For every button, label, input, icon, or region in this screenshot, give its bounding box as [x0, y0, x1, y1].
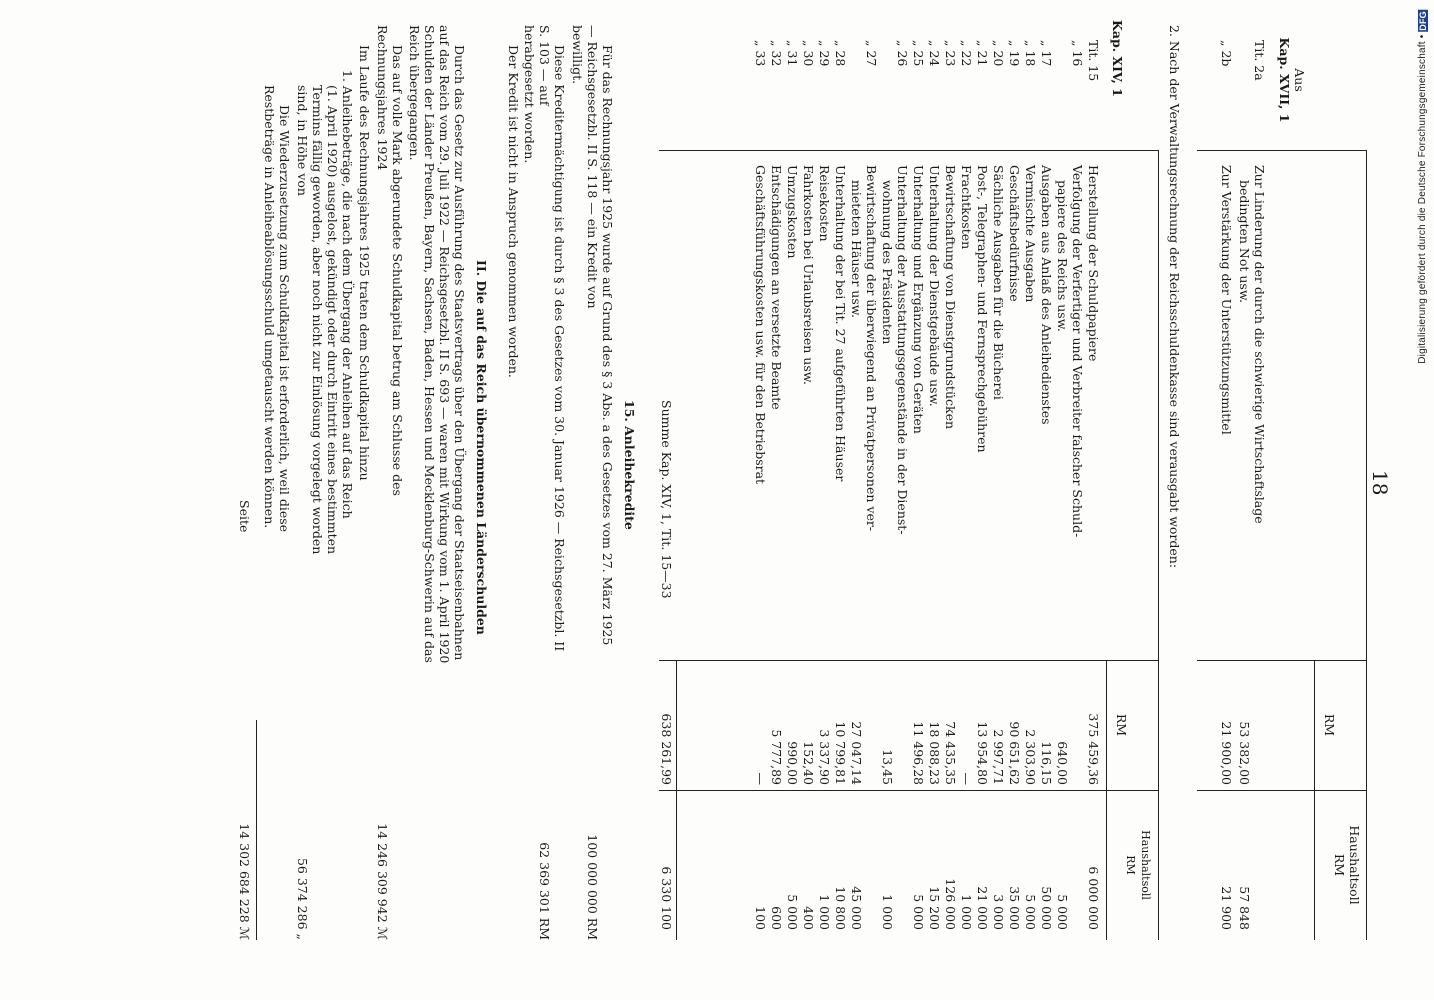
row-soll: 6 000 000 [1086, 866, 1101, 930]
row-soll: 600 [769, 906, 784, 930]
row-soll: 400 [801, 906, 816, 930]
row-title-ref: „ 29 [817, 40, 832, 67]
row-soll: 5 000 [1055, 894, 1070, 930]
table1-head-rm: RM [1322, 713, 1337, 737]
row-title-ref: „ 18 [1023, 40, 1038, 67]
sum-label: Summe Kap. XIV, 1, Tit. 15—33 [659, 400, 674, 599]
row-soll: 50 000 [1039, 886, 1054, 930]
row-rm: 5 777,89 [769, 729, 784, 785]
row-rm: 640,00 [1055, 741, 1070, 785]
row-rm: 90 651,62 [1007, 721, 1022, 785]
page-number: 18 [1368, 470, 1392, 496]
row-description: Geschäftsbedürfnisse [1007, 165, 1022, 302]
row-soll: 126 000 [943, 878, 958, 930]
table2-head-soll: Haushaltsoll RM [1124, 830, 1152, 900]
row-rm: 13 954,80 [975, 721, 990, 785]
row-rm: 990,00 [785, 741, 800, 785]
capital-1924: 14 246 309 942 ℳ [375, 823, 390, 940]
row-soll: 1 000 [817, 894, 832, 930]
row-title-ref: „ 28 [833, 40, 848, 67]
credit-amount: 100 000 000 RM [585, 834, 600, 940]
row-soll: 1 000 [959, 894, 974, 930]
row-soll: 100 [753, 906, 768, 930]
row-description: Geschäftsführungskosten usw. für den Betriebsrat [753, 165, 768, 485]
reduced-amount: 62 369 301 RM [537, 842, 552, 940]
row-rm: — [959, 772, 974, 785]
row-description: Vermischte Ausgaben [1023, 165, 1038, 303]
section15-heading: 15. Anleihekredite [622, 400, 637, 530]
row-rm: 152,40 [801, 741, 816, 785]
row-title-ref: „ 17 [1039, 40, 1054, 67]
row-soll: 1 000 [880, 894, 895, 930]
row-title-ref: „ 30 [801, 40, 816, 67]
row-rm: 11 496,28 [911, 721, 926, 785]
row-soll: 35 000 [1007, 886, 1022, 930]
row-description: wohnung des Präsidenten [880, 180, 895, 345]
row-description: mieteten Häuser usw. [849, 180, 864, 318]
row-description: Verfolgung der Verfertiger und Verbreiter falscher Schuld- [1070, 165, 1085, 538]
row-description: Entschädigungen an versetzte Beamte [769, 165, 784, 410]
row-soll: 10 800 [833, 886, 848, 930]
total-amount: 14 302 684 228 ℳ [237, 823, 252, 940]
row-description: Reisekosten [817, 165, 832, 242]
row-description: Herstellung der Schuldpapiere [1086, 165, 1101, 362]
row-rm: 2 997,71 [991, 729, 1006, 785]
row-title-ref: Tit. 15 [1086, 40, 1101, 82]
credit-text: Digitalisierung gefördert durch die Deutsche Forschungsgemeinschaft [1417, 41, 1428, 364]
row-rm: 74 435,35 [943, 721, 958, 785]
row-description: Unterhaltung der bei Tit. 27 aufgeführten Häuser [833, 165, 848, 482]
row-title-ref: „ 31 [785, 40, 800, 67]
row-description: Unterhaltung der Ausstattungsgegenstände in der Dienst- [895, 165, 910, 535]
row-title-ref: „ 32 [769, 40, 784, 67]
row-description: papiere des Reichs usw. [1055, 180, 1070, 332]
row-rm: 27 047,14 [849, 721, 864, 785]
row-description: Bewirtschaftung von Dienstgrundstücken [943, 165, 958, 430]
row-title-ref: „ 21 [975, 40, 990, 67]
row-title-ref: „ 27 [864, 40, 879, 67]
row-description: Bewirtschaftung der überwiegend an Privatpersonen ver- [864, 165, 879, 532]
row-description: Ausgaben aus Anlaß des Anleihedienstes [1039, 165, 1054, 425]
row-description: Umzugskosten [785, 165, 800, 259]
row-title-ref: „ 33 [753, 40, 768, 67]
row-rm: 375 459,36 [1086, 713, 1101, 785]
row-title-ref: „ 16 [1070, 40, 1085, 67]
row-soll: 45 000 [849, 886, 864, 930]
row-description: Post-, Telegraphen- und Fernsprechgebühren [975, 165, 990, 453]
section2-intro: 2. Nach der Verwaltungsrechnung der Reichsschuldenkasse sind verausgabt worden: [1167, 25, 1182, 569]
row-soll: 15 200 [927, 886, 942, 930]
row-description: Fahrkosten bei Urlaubsreisen usw. [801, 165, 816, 385]
row-title-ref: „ 26 [895, 40, 910, 67]
table1-head-soll: Haushaltsoll RM [1332, 825, 1362, 905]
total-label: Seite [237, 500, 252, 533]
dfg-logo: DFG [1418, 11, 1428, 31]
row-description: Unterhaltung und Ergänzung von Geräten [911, 165, 926, 434]
row-rm: 18 088,23 [927, 721, 942, 785]
credit-line: Digitalisierung gefördert durch die Deutsche Forschungsgemeinschaft • DFG [1417, 11, 1428, 364]
row-description: Sächliche Ausgaben für die Bücherei [991, 165, 1006, 400]
sectionII-heading: II. Die auf das Reich übernommenen Länderschulden [474, 260, 489, 635]
row-rm: 3 337,90 [817, 729, 832, 785]
row-title-ref: „ 24 [927, 40, 942, 67]
sum-soll: 6 330 100 [659, 866, 674, 930]
row-soll: 3 000 [991, 894, 1006, 930]
row-soll: 5 000 [785, 894, 800, 930]
row-soll: 21 000 [975, 886, 990, 930]
row-title-ref: „ 22 [959, 40, 974, 67]
row-rm: 13,45 [880, 749, 895, 785]
row-soll: 5 000 [911, 894, 926, 930]
rotated-document-page: 18 Aus Kap. XVII, 1 RM Haushaltsoll RM Tit. 2a Zur Linderung der durch die schwierige Wirtschaftslage bedingten Not usw. 53 382,00 57 848 „ 2b Zur Verstärkung der Unterstützungsmittel 21 900,00 21 900 2. Nach der Verwaltungsrechnung der Reichsschuldenkasse sind verausgabt worden: Kap. XIV, 1 RM Haushaltsoll RM Tit. 15 Herstellung der Schuldpapiere 375 459,36 6 000 000 „ 16 Verfolgung der Verfertiger und Verbreiter falscher Schuld- papiere des Reichs usw. 640,00 5 000 „ 17 Ausgaben aus Anlaß des Anleihedienstes 116,15 50 000 „ 18 Vermischte Ausgaben 2 303,90 5 000 „ 19 Geschäftsbedürfnisse 90 651,62 35 000 „ 20 Sächliche Ausgaben für die Bücherei 2 997,71 3 000 „ 21 Post-, Telegraphen- und Fernsprechgebühren 13 954,80 21 000 „ 22 Frachtkosten — 1 000 „ 23 Bewirtschaftung von Dienstgrundstücken 74 435,35 126 000 „ 24 Unterhaltung der Dienstgebäude usw. 18 088,23 15 200 „ 25 Unterhaltung und Ergänzung von Geräten 11 496,28 5 000 „ 26 Unterhaltung der Ausstattungsgegenstände in der Dienst- wohnung des Präsidenten 13,45 1 000 „ 27 Bewirtschaftung der überwiegend an Privatpersonen ver- mieteten Häuser usw. 27 047,14 45 000 „ 28 Unterhaltung der bei Tit. 27 aufgeführten Häuser 10 799,81 10 800 „ 29 Reisekosten 3 337,90 1 000 „ 30 Fahrkosten bei Urlaubsreisen usw. 152,40 400 „ 31 Umzugskosten 990,00 5 000 „ 32 Entschädigungen an versetzte Beamte 5 777,89 600 „ 33 Geschäftsführungskosten usw. für den Betriebsrat — 100 Summe Kap. XIV, 1, Tit. 15—33 638 261,99 6 330 100 15. Anleihekredite Für das Rechnungsjahr 1925 wurde auf Grund des § 3 Abs. a des Gesetzes vom 27. März 1925 — Reichsgesetzbl. II S. 118 — ein Kredit von 100 000 000 RM bewilligt. Diese Kreditermächtigung ist durch § 3 des Gesetzes vom 30. Januar 1926 — Reichsgesetzbl. II S. 103 — auf 62 369 301 RM herabgesetzt worden. Der Kredit ist nicht in Anspruch genommen worden. II. Die auf das Reich übernommenen Länderschulden Durch das Gesetz zur Ausführung des Staatsvertrags über den Übergang der Staatseisenbahnen auf das Reich vom 29. Juli 1922 — Reichsgesetzbl. II S. 693 — waren mit Wirkung vom 1. April 1920 Schulden der Länder Preußen, Bayern, Sachsen, Baden, Hessen und Mecklenburg-Schwerin auf das Reich übergegangen. Das auf volle Mark abgerundete Schuldkapital betrug am Schlusse des Rechnungsjahres 1924 14 246 309 942 ℳ Im Laufe des Rechnungsjahres 1925 traten dem Schuldkapital hinzu 1. Anleihebeträge, die nach dem Übergang der Anleihen auf das Reich (1. April 1920) ausgelost, gekündigt oder durch Eintritt eines bestimmten Termins fällig geworden, aber noch nicht zur Einlösung vorgelegt worden sind, in Höhe von 56 374 286 „ Die Wiederzusetzung zum Schuldkapital ist erforderlich, weil diese Restbeträge in Anleiheablösungsschuld umgetauscht werden können. Seite 14 302 684 228 ℳ [237, 20, 1392, 940]
row-soll: 5 000 [1023, 894, 1038, 930]
row-description: Frachtkosten [959, 165, 974, 250]
row-title-ref: „ 19 [1007, 40, 1022, 67]
row-title-ref: „ 20 [991, 40, 1006, 67]
table2-head-col1: Kap. XIV, 1 [1110, 20, 1125, 97]
row-description: Unterhaltung der Dienstgebäude usw. [927, 165, 942, 407]
row-title-ref: „ 25 [911, 40, 926, 67]
sum-rm: 638 261,99 [659, 713, 674, 785]
table1-head-col1: Aus Kap. XVII, 1 [1277, 37, 1307, 123]
row-rm: — [753, 772, 768, 785]
table2-head-rm: RM [1114, 713, 1129, 737]
item1-amount: 56 374 286 „ [295, 857, 310, 940]
row-rm: 10 799,81 [833, 721, 848, 785]
row-title-ref: „ 23 [943, 40, 958, 67]
row-rm: 116,15 [1039, 741, 1054, 785]
row-rm: 2 303,90 [1023, 729, 1038, 785]
